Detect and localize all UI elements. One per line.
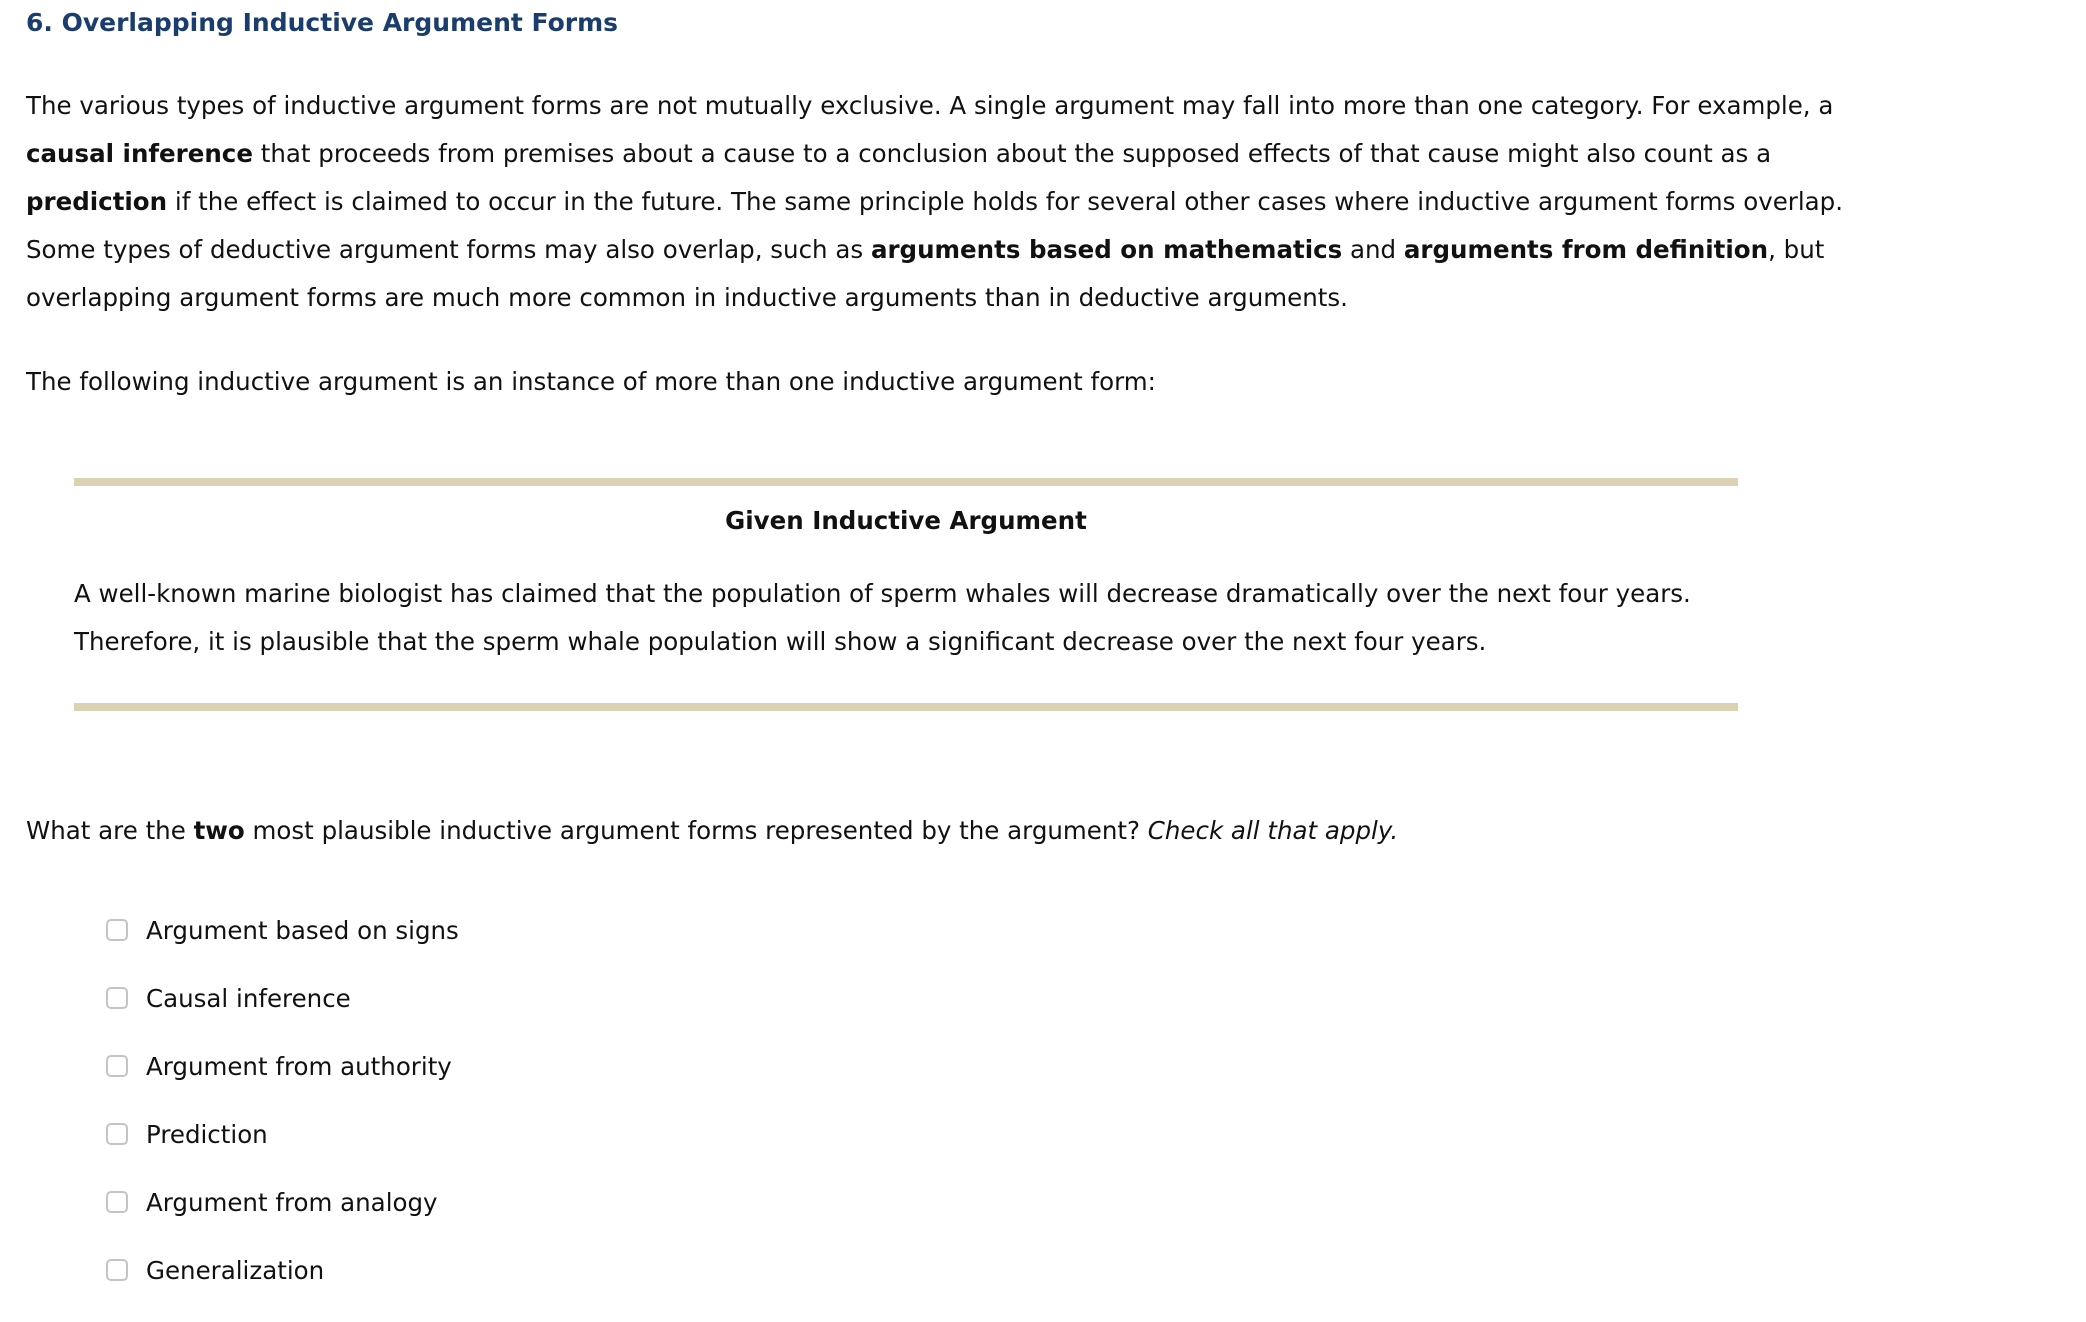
option-causal-inference[interactable]	[106, 964, 459, 1032]
argument-premise: A well-known marine biologist has claimed that the population of sperm whales will decrease dramatically over the next four years.	[74, 579, 1691, 608]
argument-conclusion: Therefore, it is plausible that the sperm whale population will show a significant decrease over the next four years.	[74, 627, 1487, 656]
checkbox[interactable]	[106, 1259, 128, 1281]
question-emphasis-two: two	[193, 816, 245, 845]
option-prediction[interactable]	[106, 1100, 459, 1168]
option-argument-from-authority[interactable]	[106, 1032, 459, 1100]
intro-text: and	[1342, 235, 1404, 264]
checkbox[interactable]	[106, 1123, 128, 1145]
question-text: most plausible inductive argument forms represented by the argument?	[244, 816, 1148, 845]
intro-text: if the effect is claimed to occur in the future. The same principle holds for several other cases where inductive argument forms overlap. Some types of deductive argument forms may also overlap, such as	[26, 187, 1844, 264]
option-generalization[interactable]	[106, 1236, 459, 1304]
argument-bottom-divider	[74, 703, 1738, 711]
checkbox[interactable]	[106, 919, 128, 941]
option-label[interactable]: Argument from authority	[146, 1051, 452, 1081]
argument-heading: Given Inductive Argument	[725, 506, 1087, 535]
term-arguments-based-on-mathematics: arguments based on mathematics	[870, 235, 1343, 264]
question-instruction: Check all that apply.	[1147, 816, 1399, 845]
question-text: What are the	[26, 816, 194, 845]
intro-paragraph	[26, 82, 1846, 322]
term-prediction: prediction	[26, 187, 168, 216]
term-arguments-from-definition: arguments from definition	[1403, 235, 1769, 264]
argument-body	[74, 570, 1738, 666]
option-label[interactable]: Prediction	[146, 1119, 268, 1149]
answer-options	[106, 896, 459, 1304]
term-causal-inference: causal inference	[26, 139, 253, 168]
checkbox[interactable]	[106, 1191, 128, 1213]
checkbox[interactable]	[106, 1055, 128, 1077]
option-label[interactable]: Generalization	[146, 1255, 325, 1285]
option-label[interactable]: Causal inference	[146, 983, 351, 1013]
intro-text: , but overlapping argument forms are much more common in inductive arguments than in deductive arguments.	[26, 235, 1825, 312]
option-label[interactable]: Argument based on signs	[146, 915, 459, 945]
argument-top-divider	[74, 478, 1738, 486]
option-argument-based-on-signs[interactable]	[106, 896, 459, 964]
intro-text: that proceeds from premises about a cause to a conclusion about the supposed effects of that cause might also count as a	[252, 139, 1772, 168]
question-prompt	[26, 815, 1398, 847]
intro-text: The various types of inductive argument forms are not mutually exclusive. A single argument may fall into more than one category. For example, a	[26, 91, 1834, 120]
option-argument-from-analogy[interactable]	[106, 1168, 459, 1236]
lead-sentence: The following inductive argument is an instance of more than one inductive argument form:	[26, 367, 1156, 396]
section-title: 6. Overlapping Inductive Argument Forms	[26, 8, 619, 37]
checkbox[interactable]	[106, 987, 128, 1009]
option-label[interactable]: Argument from analogy	[146, 1187, 438, 1217]
